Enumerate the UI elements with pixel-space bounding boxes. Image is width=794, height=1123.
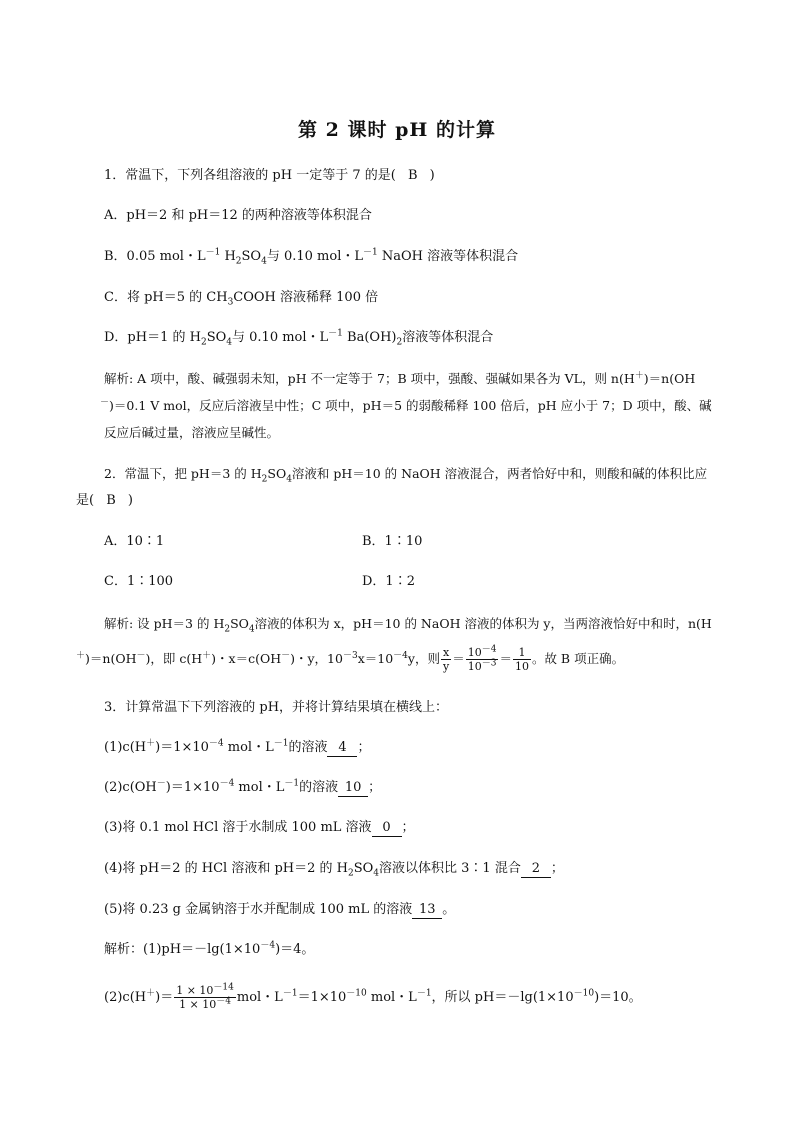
- q1-b-part: SO: [241, 249, 262, 264]
- q1-d-part: 与 0.10 mol・L: [232, 330, 329, 345]
- q3-p4-part: (4)将 pH＝2 的 HCl 溶液和 pH＝2 的 H: [104, 861, 348, 876]
- sup: －3: [481, 658, 497, 669]
- q1-explanation-line2: [100, 398, 712, 414]
- q1-stem-text: 1．常温下，下列各组溶液的 pH 一定等于 7 的是(: [104, 168, 396, 183]
- q1-explanation-line3: 反应后碱过量，溶液应呈碱性。: [104, 425, 280, 440]
- sup: －1: [416, 988, 432, 999]
- q2-exp-part: )＝n(OH: [85, 651, 137, 666]
- q1-b-part: H: [220, 249, 236, 264]
- q3-p5-part: (5)将 0.23 g 金属钠溶于水并配制成 100 mL 的溶液: [104, 902, 413, 917]
- q3-part1-answer: 4: [327, 740, 357, 757]
- sup: －1: [363, 247, 378, 258]
- q2-exp-part: 解析: 设 pH＝3 的 H: [104, 616, 225, 631]
- fraction-numerator: x: [442, 646, 450, 659]
- q1-b-part: 与 0.10 mol・L: [266, 249, 363, 264]
- q3-exp-part: (2)c(H: [104, 990, 147, 1005]
- q3-p4-part: 溶液以体积比 3∶1 混合: [379, 861, 521, 876]
- q2-exp-part: y，则: [407, 651, 440, 666]
- sub: 2: [200, 337, 207, 348]
- q2-stem-line2: [76, 493, 133, 509]
- q3-p3-end: ；: [401, 820, 415, 835]
- q1-d-part: 溶液等体积混合: [402, 330, 494, 345]
- sub: 3: [227, 297, 234, 308]
- q1-option-d: [104, 330, 493, 346]
- sub: 2: [347, 868, 354, 879]
- q1-c-part: COOH 溶液稀释 100 倍: [233, 290, 379, 305]
- fraction-denominator: y: [442, 660, 450, 673]
- sup: －1: [205, 247, 221, 258]
- sup: －4: [260, 940, 276, 951]
- sup: ＋: [146, 738, 156, 749]
- sup: －1: [273, 738, 289, 749]
- q3-part5: [104, 902, 455, 919]
- sub: 2: [396, 337, 403, 348]
- q3-p2-part: (2)c(OH: [104, 780, 157, 795]
- q2-exp-part: )・x＝c(OH: [211, 651, 282, 666]
- sub: 4: [373, 868, 380, 879]
- sup: －: [100, 397, 110, 408]
- q1-stem-close: ): [429, 168, 435, 183]
- q2-answer: B: [106, 493, 116, 508]
- q1-option-b: [104, 249, 518, 265]
- q3-exp-part: mol・L: [366, 990, 417, 1005]
- q2-option-c: C．1∶100: [104, 574, 174, 589]
- q3-p2-part: mol・L: [234, 780, 285, 795]
- q3-p1-part: 的溶液: [288, 740, 328, 755]
- sup: －4: [481, 644, 497, 655]
- q2-stem-part: 是(: [76, 493, 95, 508]
- sup: －4: [216, 996, 232, 1007]
- q1-option-c: [104, 290, 378, 306]
- q2-stem-part: 溶液和 pH＝10 的 NaOH 溶液混合，两者恰好中和，则酸和碱的体积比应: [291, 466, 708, 481]
- q1-answer: B: [407, 168, 418, 183]
- q3-part3: [104, 820, 415, 837]
- sub: 4: [226, 337, 233, 348]
- q2-exp-part: 。故 B 项正确。: [531, 651, 625, 666]
- q2-explanation-line1: [104, 616, 712, 635]
- q2-explanation-line2: ＋)＝n(OH－)，即 c(H＋)・x＝c(OH－)・y，$10^{-3}x=10^{-4}y$，则 $\frac{x}{y}$ ＝ $\frac{10^{-4}}{10^{-3}}$ ＝ $\frac{1}{10}$ 。故 B 项正确。: [76, 644, 625, 673]
- q2-exp-part: )，即 c(H: [145, 651, 203, 666]
- q3-part5-answer: 13: [412, 902, 442, 919]
- q3-explanation-line2: [104, 983, 642, 1013]
- q2-stem-part: 2．常温下，把 pH＝3 的 H: [104, 466, 262, 481]
- q3-exp-part: )＝10。: [594, 990, 642, 1005]
- sup: －1: [328, 328, 343, 339]
- sup: －: [136, 650, 146, 661]
- sup: ＋: [634, 370, 644, 381]
- q1-d-part: SO: [206, 330, 227, 345]
- fraction-powers: [466, 646, 499, 673]
- sub: 4: [286, 474, 292, 485]
- fraction-numerator-text: 10: [467, 646, 482, 659]
- q3-exp-part: )＝: [155, 990, 174, 1005]
- fraction-kw-over-oh: [174, 984, 236, 1011]
- sup: －1: [284, 778, 300, 789]
- q1-explanation-line1: [104, 371, 695, 387]
- sub: 4: [261, 256, 267, 267]
- q2-exp-part: )・y，10: [290, 651, 343, 666]
- q3-p4-end: ；: [550, 861, 564, 876]
- q2-exp-part: x＝10: [357, 651, 394, 666]
- fraction-denominator: 10: [514, 660, 529, 673]
- sub: 2: [224, 624, 231, 635]
- fraction-result: [513, 646, 531, 673]
- q1-c-part: C．将 pH＝5 的 CH: [104, 290, 228, 305]
- page-title: 第 2 课时 pH 的计算: [298, 119, 496, 141]
- sup: －14: [213, 982, 234, 993]
- q3-part4: [104, 861, 564, 878]
- q2-option-a: A．10∶1: [104, 534, 165, 549]
- sup: －4: [393, 650, 408, 661]
- q1-d-part: Ba(OH): [342, 330, 397, 345]
- q2-stem-close: ): [127, 493, 133, 508]
- q2-exp-part: SO: [230, 616, 249, 631]
- q3-p4-part: SO: [353, 861, 374, 876]
- sub: 4: [248, 624, 255, 635]
- q3-exp-part: )＝4。: [275, 942, 315, 957]
- q3-p2-end: ；: [368, 780, 382, 795]
- q3-p1-part: )＝1×10: [155, 740, 209, 755]
- q3-part2-answer: 10: [338, 780, 368, 797]
- sup: ＋: [76, 650, 86, 661]
- q3-p1-end: ；: [357, 740, 371, 755]
- sub: 2: [261, 474, 268, 485]
- q3-exp-part: ，所以 pH＝－lg(1×10: [431, 990, 574, 1005]
- fraction-denominator-text: 1 × 10: [179, 998, 217, 1011]
- fraction-denominator: [466, 660, 499, 673]
- q1-exp-part: )＝0.1 V mol，反应后溶液呈中性；C 项中，pH＝5 的弱酸稀释 100 倍后，pH 应小于 7；D 项中，酸、碱: [109, 398, 712, 413]
- q1-d-part: D．pH＝1 的 H: [104, 330, 201, 345]
- sup: －10: [346, 988, 367, 999]
- q3-part2: [104, 780, 381, 797]
- q3-part1: [104, 740, 370, 757]
- sub: 2: [235, 256, 242, 267]
- sup: －1: [282, 988, 298, 999]
- sup: －10: [573, 988, 595, 999]
- q2-option-b: B．1∶10: [362, 534, 423, 549]
- sup: －: [281, 650, 291, 661]
- q1-stem: [104, 168, 435, 184]
- q3-exp-part: mol・L: [236, 990, 283, 1005]
- q3-part4-answer: 2: [521, 861, 551, 878]
- q3-stem: 3．计算常温下下列溶液的 pH，并将计算结果填在横线上：: [104, 700, 449, 715]
- q2-stem-line1: [104, 466, 708, 485]
- q3-explanation-line1: [104, 942, 314, 958]
- q2-stem-part: SO: [267, 466, 287, 481]
- q3-p2-part: )＝1×10: [165, 780, 220, 795]
- q3-exp-part: 解析：(1)pH＝－lg(1×10: [104, 942, 261, 957]
- fraction-numerator-text: 1 × 10: [176, 984, 214, 997]
- fraction-numerator: 1: [513, 646, 531, 660]
- q3-p1-part: (1)c(H: [104, 740, 147, 755]
- fraction-x-over-y: [441, 646, 451, 673]
- sup: ＋: [146, 988, 156, 999]
- q3-p2-part: 的溶液: [299, 780, 339, 795]
- sup: －4: [219, 778, 235, 789]
- q3-exp-part: ＝1×10: [297, 990, 347, 1005]
- q1-exp-part: )＝n(OH: [643, 371, 696, 386]
- q1-b-part: NaOH 溶液等体积混合: [377, 249, 519, 264]
- q2-exp-part: 溶液的体积为 x，pH＝10 的 NaOH 溶液的体积为 y，当两溶液恰好中和时，n(H: [254, 616, 712, 631]
- q2-option-d: D．1∶2: [362, 574, 415, 589]
- fraction-denominator-text: 10: [467, 660, 482, 673]
- q3-p5-end: 。: [442, 902, 456, 917]
- q1-exp-part: 解析: A 项中，酸、碱强弱未知，pH 不一定等于 7；B 项中，强酸、强碱如果各为 VL，则 n(H: [104, 371, 635, 386]
- q3-p1-part: mol・L: [223, 740, 274, 755]
- sup: ＋: [202, 650, 212, 661]
- q1-option-a: A．pH＝2 和 pH＝12 的两种溶液等体积混合: [104, 208, 372, 223]
- q3-p3-part: (3)将 0.1 mol HCl 溶于水制成 100 mL 溶液: [104, 820, 372, 835]
- sup: －4: [208, 738, 224, 749]
- sup: －3: [342, 650, 358, 661]
- q1-b-part: B．0.05 mol・L: [104, 249, 206, 264]
- fraction-denominator: [174, 998, 236, 1011]
- sup: －: [156, 778, 166, 789]
- q3-part3-answer: 0: [372, 820, 402, 837]
